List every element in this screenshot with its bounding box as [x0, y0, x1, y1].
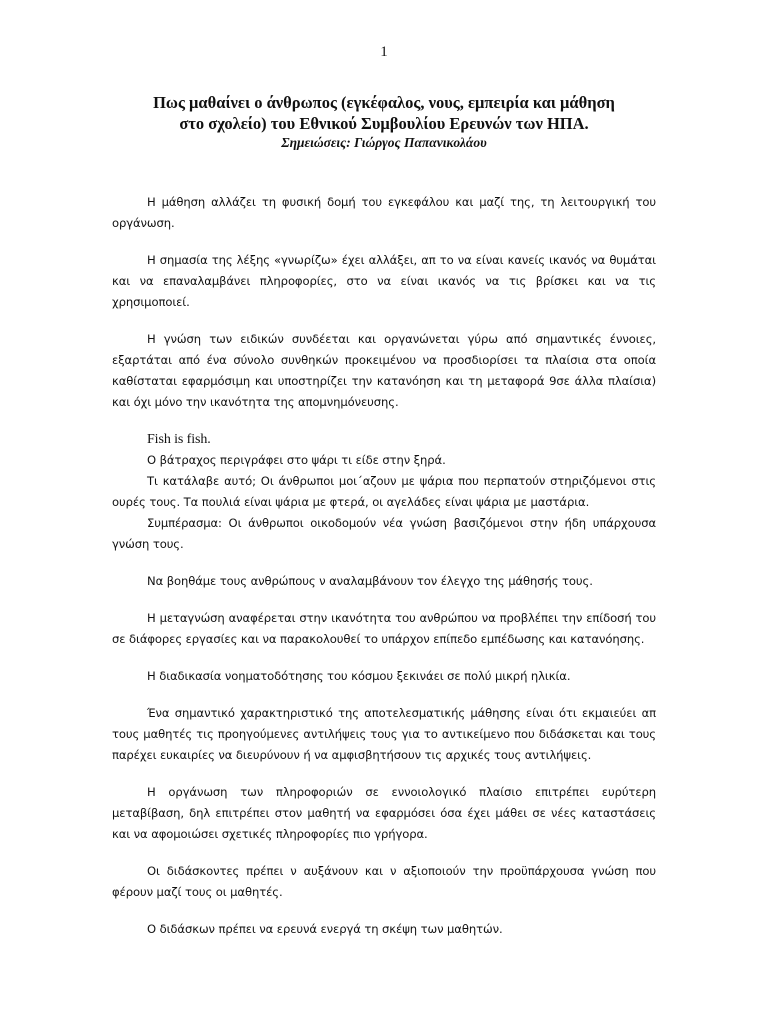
paragraph: Η γνώση των ειδικών συνδέεται και οργανώνεται γύρω από σημαντικές έννοιες, εξαρτάται από ένα σύνολο συνθηκών προκειμένου να προσδιορίσει τα πλαίσια στα οποία καθίσταται εφαρμόσιμη και υποστηρίζει την κατανόηση και τη μεταφορά 9σε άλλα πλαίσια) και όχι μόνο την ικανότητα της απομνημόνευσης. [112, 332, 656, 409]
paragraph: Η μεταγνώση αναφέρεται στην ικανότητα του ανθρώπου να προβλέπει την επίδοσή του σε διάφορες εργασίες και να παρακολουθεί το υπάρχον επίπεδο εμπέδωσης και κατανόησης. [112, 611, 656, 646]
fish-conclusion: Συμπέρασμα: Οι άνθρωποι οικοδομούν νέα γνώση βασιζόμενοι στην ήδη υπάρχουσα γνώση τους. [112, 516, 656, 551]
paragraph: Οι διδάσκοντες πρέπει ν αυξάνουν και ν αξιοποιούν την προϋπάρχουσα γνώση που φέρουν μαζί τους οι μαθητές. [112, 864, 656, 899]
paragraph: Η μάθηση αλλάζει τη φυσική δομή του εγκεφάλου και μαζί της, τη λειτουργική του οργάνωση. [112, 195, 656, 230]
title-line-1: Πως μαθαίνει ο άνθρωπος (εγκέφαλος, νους, εμπειρία και μάθηση [153, 93, 615, 112]
paragraph: Ένα σημαντικό χαρακτηριστικό της αποτελεσματικής μάθησης είναι ότι εκμαιεύει απ τους μαθητές τις προηγούμενες αντιλήψεις τους για το αντικείμενο που διδάσκεται και τους παρέχει ευκαιρίες να διευρύνουν ή να αμφισβητήσουν τις αρχικές τους αντιλήψεις. [112, 706, 656, 762]
page-number: 1 [380, 44, 388, 60]
fish-heading: Fish is fish. [147, 432, 211, 447]
title-line-2: στο σχολείο) του Εθνικού Συμβουλίου Ερευνών των ΗΠΑ. [179, 114, 589, 133]
document-title [112, 92, 656, 134]
paragraph: Να βοηθάμε τους ανθρώπους ν αναλαμβάνουν τον έλεγχο της μάθησής τους. [147, 574, 593, 588]
paragraph: Η σημασία της λέξης «γνωρίζω» έχει αλλάξει, απ το να είναι κανείς ικανός να θυμάται και να επαναλαμβάνει πληροφορίες, στο να είναι ικανός να τις βρίσκει και να τις χρησιμοποιεί. [112, 253, 656, 309]
document-subtitle: Σημειώσεις: Γιώργος Παπανικολάου [281, 135, 487, 150]
fish-line: Ο βάτραχος περιγράφει στο ψάρι τι είδε στην ξηρά. [147, 453, 446, 467]
paragraph: Ο διδάσκων πρέπει να ερευνά ενεργά τη σκέψη των μαθητών. [147, 922, 503, 936]
document-body [112, 192, 656, 956]
paragraph: Η οργάνωση των πληροφοριών σε εννοιολογικό πλαίσιο επιτρέπει ευρύτερη μεταβίβαση, δηλ επιτρέπει στον μαθητή να εφαρμόσει όσα έχει μάθει σε νέες καταστάσεις και να αφομοιώσει σχετικές πληροφορίες πιο γρήγορα. [112, 785, 656, 841]
paragraph: Η διαδικασία νοηματοδότησης του κόσμου ξεκινάει σε πολύ μικρή ηλικία. [147, 669, 571, 683]
fish-line: Τι κατάλαβε αυτό; Οι άνθρωποι μοι΄αζουν με ψάρια που περπατούν στηριζόμενοι στις ουρές τους. Τα πουλιά είναι ψάρια με φτερά, οι αγελάδες είναι ψάρια με μαστάρια. [112, 474, 656, 509]
